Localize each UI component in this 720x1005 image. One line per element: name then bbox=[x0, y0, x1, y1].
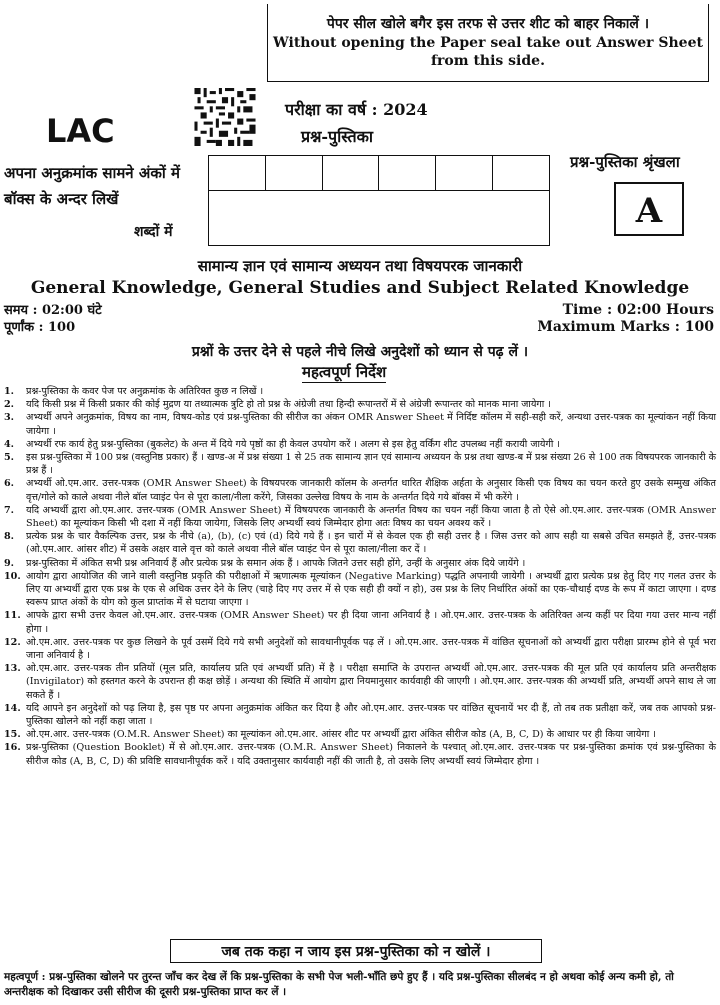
instruction-number: 5. bbox=[4, 452, 15, 464]
instruction-item bbox=[4, 662, 716, 702]
instruction-number: 3. bbox=[4, 412, 15, 424]
roll-digit-box[interactable] bbox=[379, 156, 436, 190]
instruction-number: 13. bbox=[4, 663, 21, 675]
time-marks-hindi bbox=[4, 302, 102, 336]
booklet-label: प्रश्न-पुस्तिका bbox=[301, 127, 374, 146]
instruction-text: ओ.एम.आर. उत्तर-पत्रक (O.M.R. Answer Sheet) का मूल्यांकन ओ.एम.आर. आंसर शीट पर अभ्यर्थी द्वारा अंकित सीरीज कोड (A, B, C, D) के आधार पर ही किया जायेगा । bbox=[26, 729, 656, 741]
instruction-number: 11. bbox=[4, 610, 21, 622]
instruction-number: 1. bbox=[4, 386, 15, 397]
instruction-item bbox=[4, 636, 716, 662]
instruction-item bbox=[4, 411, 716, 437]
instruction-item bbox=[4, 702, 716, 728]
seal-english-2: from this side. bbox=[431, 53, 545, 69]
marks-hindi: पूर्णांक : 100 bbox=[4, 320, 76, 335]
instruction-number: 8. bbox=[4, 531, 15, 543]
instruction-text: अभ्यर्थी रफ कार्य हेतु प्रश्न-पुस्तिका (बुकलेट) के अन्त में दिये गये पृष्ठों का ही केवल उपयोग करें । अलग से इस हेतु वर्किंग शीट उपलब्ध नहीं करायी जायेगी । bbox=[26, 438, 561, 450]
instruction-number: 15. bbox=[4, 729, 21, 741]
instruction-item bbox=[4, 398, 716, 411]
important-note-text: प्रश्न-पुस्तिका खोलने पर तुरन्त जाँच कर देख लें कि प्रश्न-पुस्तिका के सभी पेज भली-भाँति छपे हुए हैं । यदि प्रश्न-पुस्तिका सीलबंद न हो अथवा कोई अन्य कमी हो, तो अन्तरीक्षक को दिखाकर उसी सीरीज की दूसरी प्रश्न-पुस्तिका प्राप्त कर लें । bbox=[4, 971, 674, 998]
roll-line-2: बॉक्स के अन्दर लिखें bbox=[4, 190, 119, 208]
seal-hindi: पेपर सील खोले बगैर इस तरफ से उत्तर शीट को बाहर निकालें । bbox=[326, 16, 650, 32]
instruction-item bbox=[4, 741, 716, 767]
instruction-text: यदि किसी प्रश्न में किसी प्रकार की कोई मुद्रण या तथ्यात्मक त्रुटि हो तो प्रश्न के अंग्रेजी तथा हिन्दी रूपान्तरों में से अंग्रेजी रूपान्तर को मानक माना जायेगा । bbox=[26, 399, 551, 411]
subject-hindi: सामान्य ज्ञान एवं सामान्य अध्ययन तथा विषयपरक जानकारी bbox=[197, 257, 523, 275]
instruction-item bbox=[4, 557, 716, 570]
instruction-item bbox=[4, 477, 716, 503]
exam-code: LAC bbox=[46, 112, 115, 150]
exam-year: परीक्षा का वर्ष : 2024 bbox=[285, 100, 428, 119]
time-english: Time : 02:00 Hours bbox=[562, 302, 714, 318]
instruction-number: 7. bbox=[4, 504, 15, 516]
series-label: प्रश्न-पुस्तिका श्रृंखला bbox=[570, 153, 680, 171]
instruction-text: आपके द्वारा सभी उत्तर केवल ओ.एम.आर. उत्तर-पत्रक (OMR Answer Sheet) पर ही दिया जाना अनिवार्य है । ओ.एम.आर. उत्तर-पत्रक के अतिरिक्त अन्य कहीं पर दिया गया उत्तर मान्य नहीं होगा । bbox=[26, 610, 716, 635]
instruction-text: ओ.एम.आर. उत्तर-पत्रक पर कुछ लिखने के पूर्व उसमें दिये गये सभी अनुदेशों को सावधानीपूर्वक पढ़ लें । ओ.एम.आर. उत्तर-पत्रक में वांछित सूचनाओं को अभ्यर्थी द्वारा परीक्षा प्रारम्भ होने से पूर्व भरा जाना अनिवार्य है । bbox=[26, 636, 716, 662]
instruction-number: 14. bbox=[4, 702, 21, 714]
important-instructions-title: महत्वपूर्ण निर्देश bbox=[302, 363, 387, 381]
roll-digit-box[interactable] bbox=[323, 156, 380, 190]
instruction-number: 12. bbox=[4, 636, 21, 648]
instruction-item bbox=[4, 504, 716, 530]
marks-english: Maximum Marks : 100 bbox=[537, 319, 714, 335]
roll-words-label: शब्दों में bbox=[134, 224, 173, 240]
subject-english: General Knowledge, General Studies and Subject Related Knowledge bbox=[30, 278, 690, 298]
important-note bbox=[4, 970, 716, 1000]
instruction-number: 6. bbox=[4, 478, 15, 490]
instruction-text: इस प्रश्न-पुस्तिका में 100 प्रश्न (वस्तुनिष्ठ प्रकार) हैं । खण्ड-अ में प्रश्न संख्या 1 से 25 तक सामान्य ज्ञान एवं सामान्य अध्ययन के प्रश्न तथा खण्ड-ब में प्रश्न संख्या 26 से 100 तक विषयपरक जानकारी के प्रश्न हैं । bbox=[26, 452, 716, 477]
roll-digit-box[interactable] bbox=[436, 156, 493, 190]
instruction-item bbox=[4, 609, 716, 635]
instruction-item bbox=[4, 728, 716, 741]
instruction-number: 10. bbox=[4, 570, 21, 582]
instruction-number: 9. bbox=[4, 557, 15, 569]
roll-digit-box[interactable] bbox=[209, 156, 266, 190]
instruction-text: प्रश्न-पुस्तिका के कवर पेज पर अनुक्रमांक के अतिरिक्त कुछ न लिखें । bbox=[26, 386, 264, 397]
important-note-label: महत्वपूर्ण : bbox=[4, 971, 46, 983]
roll-digit-box[interactable] bbox=[493, 156, 549, 190]
instruction-text: अभ्यर्थी ओ.एम.आर. उत्तर-पत्रक (OMR Answer Sheet) के विषयपरक जानकारी कॉलम के अन्तर्गत धारित शैक्षिक अर्हता के अनुसार किसी एक विषय का चयन करते हुए उसके सम्मुख अंकित वृत्त/गोले को काले अथवा नीले बॉल प्वाइंट पेन से पूरा काला/नीला करेंगे, जिसका उल्लेख विषय के नाम के अन्तर्गत दिये गये बॉक्स में भी करेंगे । bbox=[26, 478, 716, 503]
instruction-text: अभ्यर्थी अपने अनुक्रमांक, विषय का नाम, विषय-कोड एवं प्रश्न-पुस्तिका की सीरीज का अंकन OMR Answer Sheet में निर्दिष्ट कॉलम में सही-सही करें, अन्यथा उत्तर-पत्रक का मूल्यांकन नहीं किया जायेगा । bbox=[26, 412, 716, 437]
instruction-number: 2. bbox=[4, 399, 15, 411]
qr-code-icon bbox=[194, 88, 256, 146]
roll-digit-box[interactable] bbox=[266, 156, 323, 190]
instruction-text: प्रश्न-पुस्तिका में अंकित सभी प्रश्न अनिवार्य हैं और प्रत्येक प्रश्न के समान अंक हैं । आपके जितने उत्तर सही होंगे, उन्हीं के अनुसार अंक दिये जायेंगे । bbox=[26, 557, 526, 569]
seal-box bbox=[267, 4, 709, 82]
seal-english-1: Without opening the Paper seal take out Answer Sheet bbox=[273, 35, 703, 51]
instruction-item bbox=[4, 451, 716, 477]
instruction-text: यदि अभ्यर्थी द्वारा ओ.एम.आर. उत्तर-पत्रक (OMR Answer Sheet) में विषयपरक जानकारी के अन्तर्गत विषय का चयन नहीं किया जाता है तो ऐसे ओ.एम.आर. उत्तर-पत्रक (OMR Answer Sheet) का मूल्यांकन किसी भी दशा में नहीं किया जायेगा, जिसके लिए अभ्यर्थी स्वयं जिम्मेदार होगा अतः विषय का चयन अवश्य करें । bbox=[26, 504, 716, 530]
series-box: A bbox=[614, 182, 684, 236]
instruction-text: प्रत्येक प्रश्न के चार वैकल्पिक उत्तर, प्रश्न के नीचे (a), (b), (c) एवं (d) दिये गये हैं । इन चारों में से केवल एक ही सही उत्तर है । जिस उत्तर को आप सही या सबसे उचित समझते हैं, उत्तर-पत्रक (ओ.एम.आर. आंसर शीट) में उसके अक्षर वाले वृत्त को काले अथवा नीले बॉल प्वाइंट पेन से पूरा काला/नीला कर दें । bbox=[26, 531, 716, 556]
instruction-item bbox=[4, 438, 716, 451]
instruction-number: 16. bbox=[4, 742, 21, 754]
time-hindi: समय : 02:00 घंटे bbox=[4, 303, 102, 318]
roll-instruction bbox=[4, 160, 204, 212]
instruction-text: ओ.एम.आर. उत्तर-पत्रक तीन प्रतियों (मूल प्रति, कार्यालय प्रति एवं अभ्यर्थी प्रति) में है । परीक्षा समाप्ति के उपरान्त अभ्यर्थी ओ.एम.आर. उत्तर-पत्रक की मूल प्रति एवं कार्यालय प्रति अन्तरीक्षक (Invigilator) को हस्तगत करने के उपरान्त ही कक्ष छोड़ें । अन्यथा की स्थिति में आयोग द्वारा नियमानुसार कार्यवाही की जाएगी । ओ.एम.आर. उत्तर-पत्रक की अभ्यर्थी प्रति, अभ्यर्थी अपने साथ ले जा सकते हैं । bbox=[26, 663, 716, 701]
roll-number-digit-boxes[interactable] bbox=[208, 155, 550, 191]
instruction-number: 4. bbox=[4, 438, 15, 450]
instruction-item bbox=[4, 530, 716, 556]
do-not-open-box: जब तक कहा न जाय इस प्रश्न-पुस्तिका को न खोलें । bbox=[170, 939, 542, 963]
instructions-list bbox=[4, 385, 716, 768]
instruction-item bbox=[4, 570, 716, 610]
instruction-text: यदि आपने इन अनुदेशों को पढ़ लिया है, इस पृष्ठ पर अपना अनुक्रमांक अंकित कर दिया है और ओ.एम.आर. उत्तर-पत्रक पर वांछित सूचनायें भर दी हैं, तो तब तक प्रतीक्षा करें, जब तक आपको प्रश्न-पुस्तिका खोलने को नहीं कहा जाता । bbox=[26, 702, 716, 728]
time-marks-english bbox=[537, 302, 714, 336]
instruction-text: आयोग द्वारा आयोजित की जाने वाली वस्तुनिष्ठ प्रकृति की परीक्षाओं में ऋणात्मक मूल्यांकन (Negative Marking) पद्धति अपनायी जायेगी । अभ्यर्थी द्वारा प्रत्येक प्रश्न हेतु दिए गए गलत उत्तर के लिए या अभ्यर्थी द्वारा एक प्रश्न के एक से अधिक उत्तर देने के लिए (चाहे दिए गए उत्तर में से एक सही ही क्यों न हो), उस प्रश्न के लिए निर्धारित अंकों का एक-चौथाई दण्ड के रूप में काटा जाएगा । दण्ड स्वरूप प्राप्त अंकों के योग को कुल प्राप्तांक में से घटाया जाएगा । bbox=[26, 570, 717, 609]
instruction-item bbox=[4, 385, 716, 398]
roll-number-words-box[interactable] bbox=[208, 190, 550, 246]
instruction-text: प्रश्न-पुस्तिका (Question Booklet) में से ओ.एम.आर. उत्तर-पत्रक (O.M.R. Answer Sheet) निकालने के पश्चात् ओ.एम.आर. उत्तर-पत्रक पर प्रश्न-पुस्तिका क्रमांक एवं प्रश्न-पुस्तिका के सीरीज कोड (A, B, C, D) की प्रविष्टि सावधानीपूर्वक करें । यदि उक्तानुसार कार्यवाही नहीं की जाती है, तो उसके लिए अभ्यर्थी स्वयं जिम्मेदार होगा । bbox=[26, 742, 716, 767]
roll-line-1: अपना अनुक्रमांक सामने अंकों में bbox=[4, 164, 180, 182]
read-instruction: प्रश्नों के उत्तर देने से पहले नीचे लिखे अनुदेशों को ध्यान से पढ़ लें । bbox=[191, 344, 529, 360]
